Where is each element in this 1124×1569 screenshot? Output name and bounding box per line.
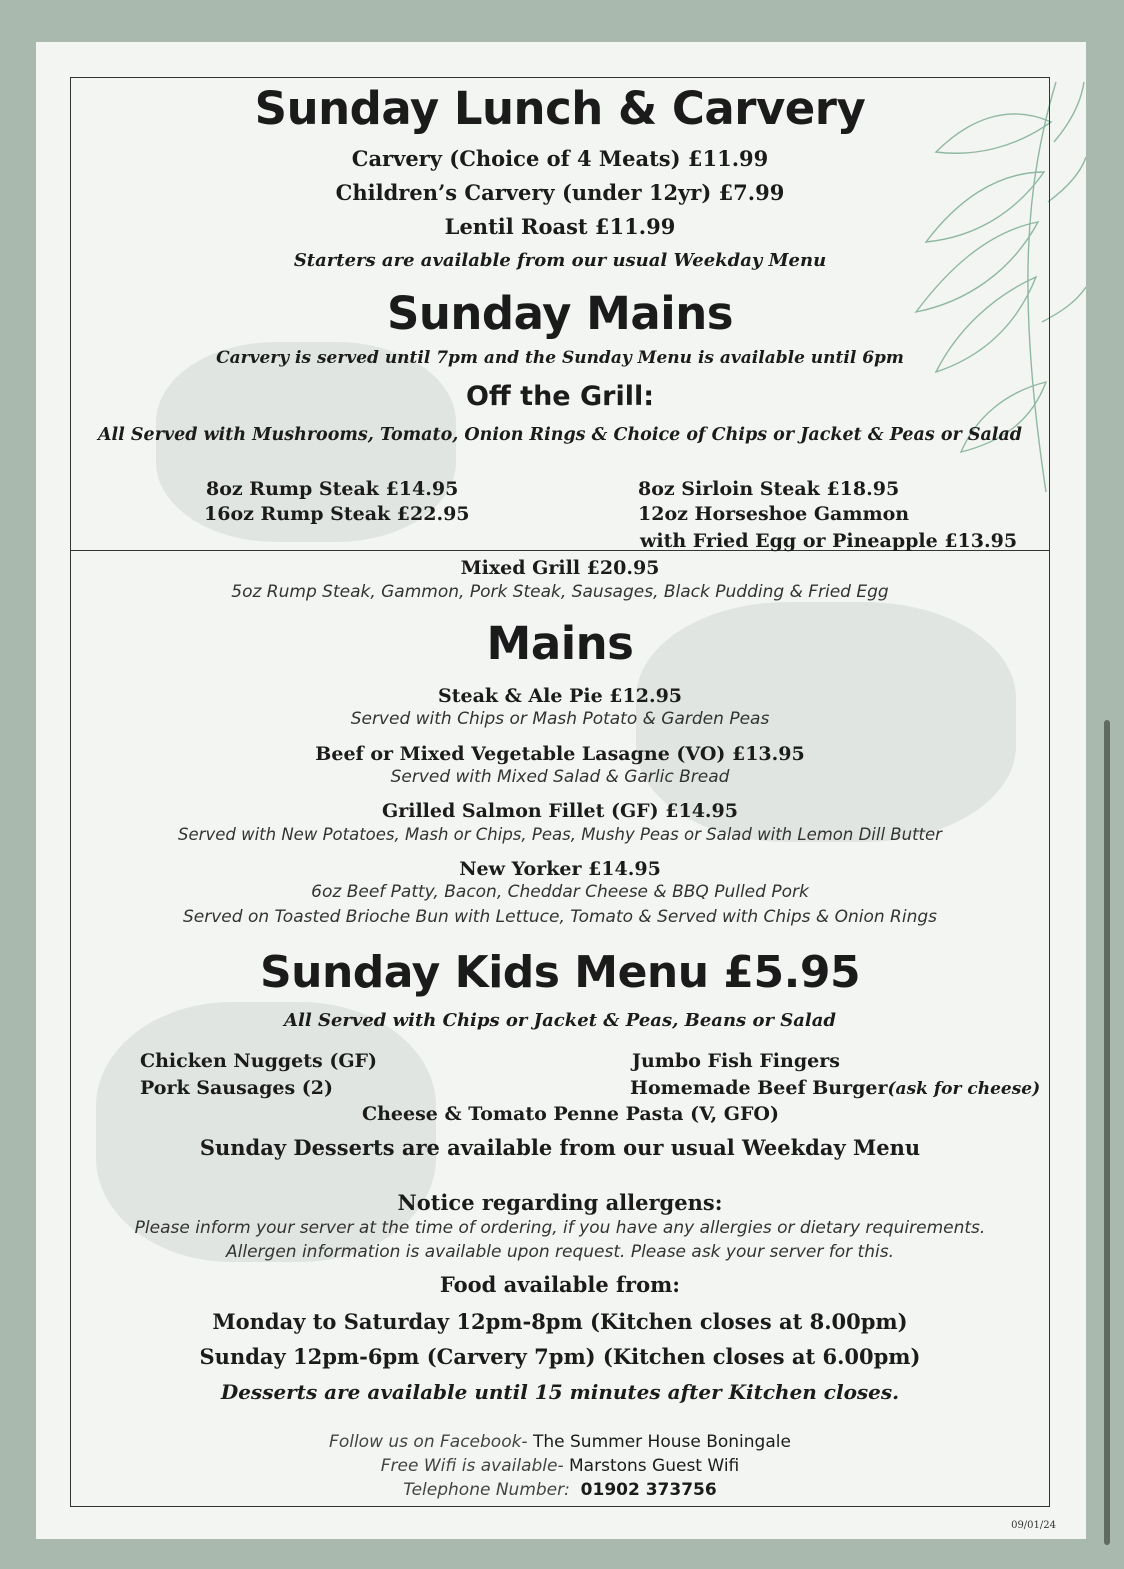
allergens-title: Notice regarding allergens: <box>397 1190 723 1215</box>
desserts-note: Sunday Desserts are available from our usual Weekday Menu <box>199 1135 921 1160</box>
kids-item-label: Homemade Beef Burger <box>630 1077 888 1099</box>
hours-sunday: Sunday 12pm-6pm (Carvery 7pm) (Kitchen closes at 6.00pm) <box>199 1344 921 1369</box>
kids-item: Chicken Nuggets (GF) <box>140 1050 378 1072</box>
children-carvery-price: Children’s Carvery (under 12yr) £7.99 <box>335 180 785 205</box>
mains-title: Mains <box>486 617 634 670</box>
main-item-desc: Served with Mixed Salad & Garlic Bread <box>390 767 730 787</box>
hours-desserts: Desserts are available until 15 minutes after Kitchen closes. <box>220 1380 900 1404</box>
burger-note: (ask for cheese) <box>887 1079 1041 1099</box>
starters-note: Starters are available from our usual Weekday Menu <box>293 250 827 271</box>
menu-page <box>36 42 1086 1539</box>
main-item-name: New Yorker £14.95 <box>459 858 661 880</box>
allergens-line: Please inform your server at the time of ordering, if you have any allergies or dietary requirements. <box>134 1218 986 1238</box>
grill-item: with Fried Egg or Pineapple £13.95 <box>640 530 1018 552</box>
mixed-grill: Mixed Grill £20.95 <box>460 557 660 579</box>
wifi-line <box>70 1456 1050 1476</box>
sunday-mains-note: Carvery is served until 7pm and the Sunday Menu is available until 6pm <box>216 348 904 368</box>
hours-weekday: Monday to Saturday 12pm-8pm (Kitchen closes at 8.00pm) <box>212 1309 908 1334</box>
main-item-desc: Served on Toasted Brioche Bun with Lettuce, Tomato & Served with Chips & Onion Rings <box>182 907 938 927</box>
kids-title: Sunday Kids Menu £5.95 <box>259 947 861 998</box>
kids-item: Jumbo Fish Fingers <box>632 1050 840 1072</box>
grill-title: Off the Grill: <box>465 381 655 412</box>
wifi-value: Marstons Guest Wifi <box>563 1456 740 1476</box>
main-item-desc: Served with Chips or Mash Potato & Garden Peas <box>350 709 770 729</box>
phone-label: Telephone Number: <box>403 1480 570 1500</box>
main-item-name: Steak & Ale Pie £12.95 <box>437 685 683 707</box>
facebook-value: The Summer House Boningale <box>527 1432 791 1452</box>
allergens-line: Allergen information is available upon request. Please ask your server for this. <box>226 1242 894 1262</box>
carvery-price: Carvery (Choice of 4 Meats) £11.99 <box>351 146 769 171</box>
facebook-label: Follow us on Facebook- <box>329 1432 528 1452</box>
scrollbar[interactable] <box>1104 720 1110 1545</box>
kids-item <box>630 1077 1040 1099</box>
main-item-desc: 6oz Beef Patty, Bacon, Cheddar Cheese & BBQ Pulled Pork <box>311 882 809 902</box>
kids-item: Cheese & Tomato Penne Pasta (V, GFO) <box>362 1103 779 1125</box>
sunday-mains-title: Sunday Mains <box>386 287 734 340</box>
mixed-grill-desc: 5oz Rump Steak, Gammon, Pork Steak, Sausages, Black Pudding & Fried Egg <box>231 582 889 602</box>
kids-note: All Served with Chips or Jacket & Peas, Beans or Salad <box>284 1010 836 1031</box>
main-item-name: Grilled Salmon Fillet (GF) £14.95 <box>382 800 738 822</box>
lunch-title: Sunday Lunch & Carvery <box>254 82 866 135</box>
grill-item: 12oz Horseshoe Gammon <box>638 503 910 525</box>
date-stamp: 09/01/24 <box>1011 1520 1056 1531</box>
phone-value: 01902 373756 <box>580 1480 717 1500</box>
grill-item: 8oz Sirloin Steak £18.95 <box>638 478 900 500</box>
hours-title: Food available from: <box>439 1272 681 1297</box>
main-item-desc: Served with New Potatoes, Mash or Chips, Peas, Mushy Peas or Salad with Lemon Dill Butter <box>178 825 942 844</box>
phone-line <box>70 1480 1050 1500</box>
wifi-label: Free Wifi is available- <box>380 1456 564 1476</box>
facebook-line <box>70 1432 1050 1452</box>
grill-note: All Served with Mushrooms, Tomato, Onion Rings & Choice of Chips or Jacket & Peas or Salad <box>97 425 1023 445</box>
grill-item: 8oz Rump Steak £14.95 <box>206 478 459 500</box>
kids-item: Pork Sausages (2) <box>140 1077 333 1099</box>
main-item-name: Beef or Mixed Vegetable Lasagne (VO) £13.95 <box>315 743 805 765</box>
grill-item: 16oz Rump Steak £22.95 <box>204 503 470 525</box>
lentil-roast-price: Lentil Roast £11.99 <box>444 214 676 239</box>
